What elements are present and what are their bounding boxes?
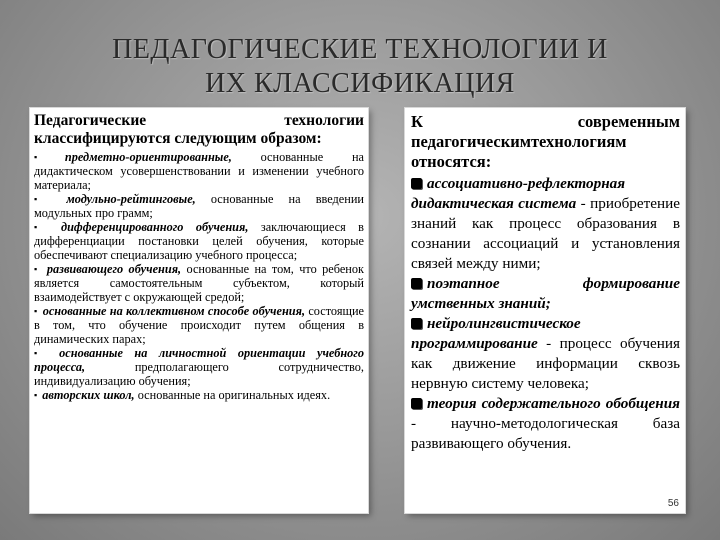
left-item bbox=[34, 388, 364, 402]
left-item bbox=[34, 304, 364, 346]
left-item-term: модульно-рейтинговые, bbox=[66, 192, 196, 206]
square-bullet-icon bbox=[411, 178, 422, 189]
right-item-term: нейролингвистическое программирование bbox=[411, 315, 581, 352]
right-item-text: - приобретение знаний как процесс образования в сознании ассоциаций и установления связей между ними; bbox=[411, 195, 681, 272]
left-item-term: дифференцированного обучения, bbox=[60, 220, 249, 234]
slide-title bbox=[40, 33, 680, 101]
left-item bbox=[34, 150, 364, 192]
left-panel bbox=[30, 108, 368, 513]
square-bullet-icon bbox=[411, 318, 422, 329]
square-bullet-icon: ▪ bbox=[34, 306, 38, 316]
left-item bbox=[34, 192, 364, 220]
left-item bbox=[34, 262, 364, 304]
right-item-text: - научно-методологическая база развивающего обучения. bbox=[411, 415, 680, 452]
left-item-text: основанные на том, что ребенок является самостоятельным субъектом, который взаимодействует с окружающей средой; bbox=[34, 262, 364, 304]
left-item bbox=[34, 346, 364, 388]
left-item-text: состоящие в том, что обучение происходит путем общения в динамических парах; bbox=[34, 304, 364, 346]
left-item-term: основанные на коллективном способе обучения, bbox=[42, 304, 306, 318]
right-item-term: ассоциативно-рефлекторная дидактическая система bbox=[411, 175, 626, 212]
left-item bbox=[34, 220, 364, 262]
title-line-1: ПЕДАГОГИЧЕСКИЕ ТЕХНОЛОГИИ И bbox=[112, 34, 608, 65]
square-bullet-icon: ▪ bbox=[34, 264, 40, 274]
left-item-text: основанные на введении модульных про грамм; bbox=[34, 192, 364, 220]
right-item bbox=[411, 394, 680, 454]
left-item-term: основанные на личностной ориентации учебного процесса, bbox=[34, 346, 364, 374]
square-bullet-icon bbox=[411, 398, 422, 409]
right-item-term: поэтапное формирование умственных знаний; bbox=[411, 275, 680, 312]
square-bullet-icon: ▪ bbox=[34, 390, 38, 400]
left-item-text: основанные на дидактическом усовершенствовании и изменении учебного материала; bbox=[34, 150, 364, 192]
right-item-text: - процесс обучения как движение информации сквозь нервную систему человека; bbox=[411, 335, 680, 392]
page-number: 56 bbox=[667, 498, 679, 509]
right-panel bbox=[405, 108, 685, 513]
right-item bbox=[411, 314, 680, 394]
left-item-term: предметно-ориентированные, bbox=[64, 150, 232, 164]
right-item-term: теория содержательного обобщения bbox=[427, 395, 680, 412]
left-item-text: заключающиеся в дифференциации постановки целей обучения, которые обеспечивают специализацию учебного процесса; bbox=[34, 220, 364, 262]
left-item-term: авторских школ, bbox=[42, 388, 135, 402]
right-item bbox=[411, 174, 680, 274]
left-item-text: основанные на оригинальных идеях. bbox=[134, 388, 331, 402]
square-bullet-icon: ▪ bbox=[34, 194, 50, 204]
title-line-2: ИХ КЛАССИФИКАЦИЯ bbox=[205, 68, 515, 99]
left-item-term: развивающего обучения, bbox=[46, 262, 182, 276]
square-bullet-icon: ▪ bbox=[34, 222, 47, 232]
square-bullet-icon bbox=[411, 278, 422, 289]
right-item bbox=[411, 274, 680, 314]
square-bullet-icon: ▪ bbox=[34, 152, 63, 162]
left-intro: Педагогические технологии классифицируются следующим образом: bbox=[34, 112, 364, 147]
left-item-text: предполагающего сотрудничество, индивидуализацию обучения; bbox=[34, 360, 364, 388]
right-intro: К современным педагогическимтехнологиям относятся: bbox=[411, 112, 680, 171]
square-bullet-icon: ▪ bbox=[34, 348, 46, 358]
